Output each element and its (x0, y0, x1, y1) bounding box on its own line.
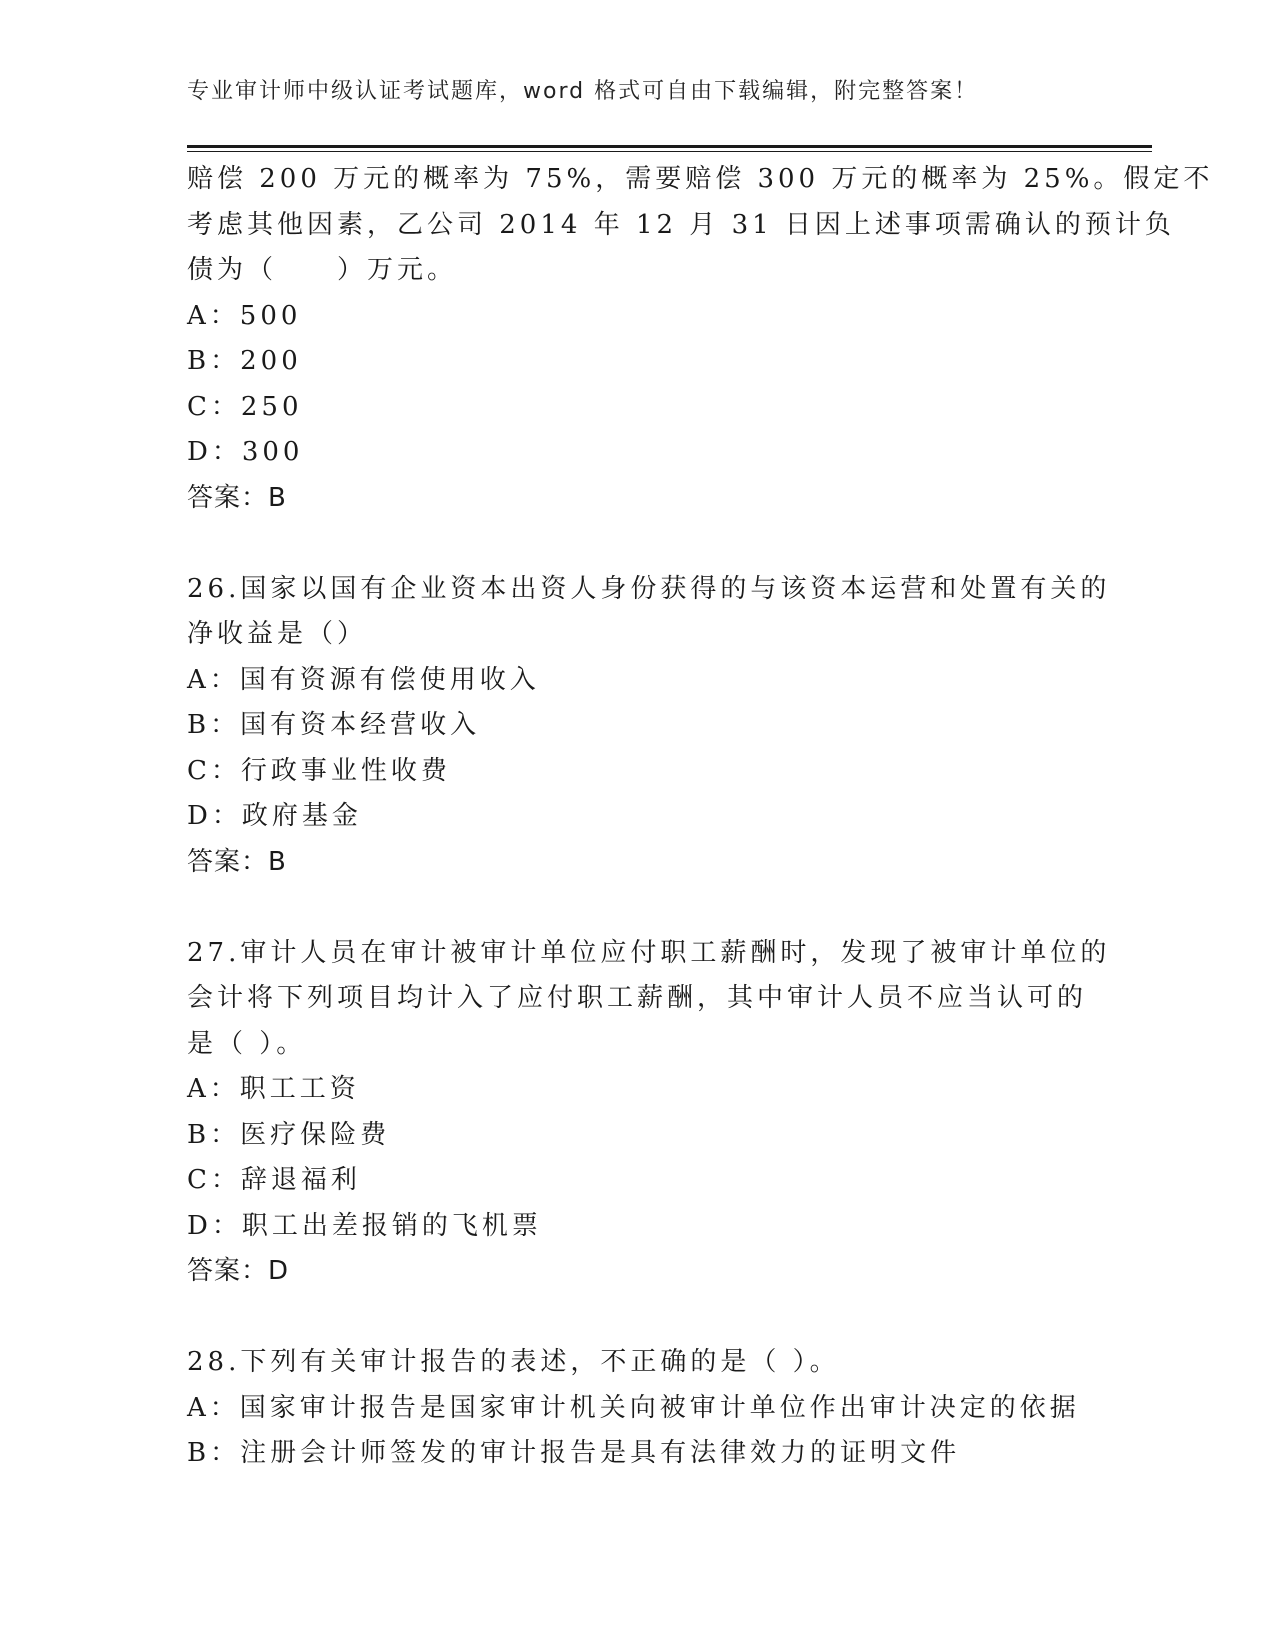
document-body (187, 157, 1214, 1477)
option-c: C：辞退福利 (187, 1165, 361, 1195)
page-header: 专业审计师中级认证考试题库，word 格式可自由下载编辑，附完整答案！ (187, 79, 979, 104)
option-d: D：职工出差报销的飞机票 (187, 1210, 542, 1241)
question-28 (187, 1340, 1087, 1477)
option-d: D：300 (187, 437, 304, 467)
option-d: D：政府基金 (187, 801, 362, 831)
option-c: C：行政事业性收费 (187, 755, 451, 786)
question-text-line: 考虑其他因素，乙公司 2014 年 12 月 31 日因上述事项需确认的预计负 (187, 209, 1175, 240)
question-text-line: 会计将下列项目均计入了应付职工薪酬，其中审计人员不应当认可的 (187, 983, 1088, 1013)
header-rule-thick (187, 145, 1152, 148)
spacer (187, 885, 1087, 931)
spacer (187, 1295, 1087, 1341)
option-a: A：国家审计报告是国家审计机关向被审计单位作出审计决定的依据 (187, 1392, 1080, 1423)
question-text-line: 是（ ）。 (187, 1028, 307, 1059)
question-text-line: 净收益是（） (187, 619, 368, 649)
question-27 (187, 931, 1111, 1295)
header-rule-thin (187, 151, 1152, 152)
option-b: B：国有资本经营收入 (187, 710, 481, 740)
option-a: A：500 (187, 300, 302, 331)
question-text-line: 债为（ ）万元。 (187, 255, 458, 285)
option-a: A：职工工资 (187, 1074, 360, 1104)
answer: 答案：B (187, 846, 287, 877)
question-26 (187, 567, 1111, 886)
question-text-line: 赔偿 200 万元的概率为 75%，需要赔偿 300 万元的概率为 25%。假定不 (187, 164, 1214, 194)
answer: 答案：B (187, 482, 287, 513)
option-a: A：国有资源有偿使用收入 (187, 664, 540, 695)
question-text-line: 26.国家以国有企业资本出资人身份获得的与该资本运营和处置有关的 (187, 573, 1111, 604)
option-b: B：注册会计师签发的审计报告是具有法律效力的证明文件 (187, 1438, 961, 1468)
question-text-line: 28.下列有关审计报告的表述，不正确的是（ ）。 (187, 1347, 840, 1377)
option-c: C：250 (187, 391, 303, 422)
question-text-line: 27.审计人员在审计被审计单位应付职工薪酬时，发现了被审计单位的 (187, 937, 1111, 968)
option-b: B：医疗保险费 (187, 1119, 391, 1150)
question-25-continued (187, 157, 1214, 521)
option-b: B：200 (187, 346, 302, 376)
answer: 答案：D (187, 1256, 290, 1286)
spacer (187, 521, 1087, 567)
